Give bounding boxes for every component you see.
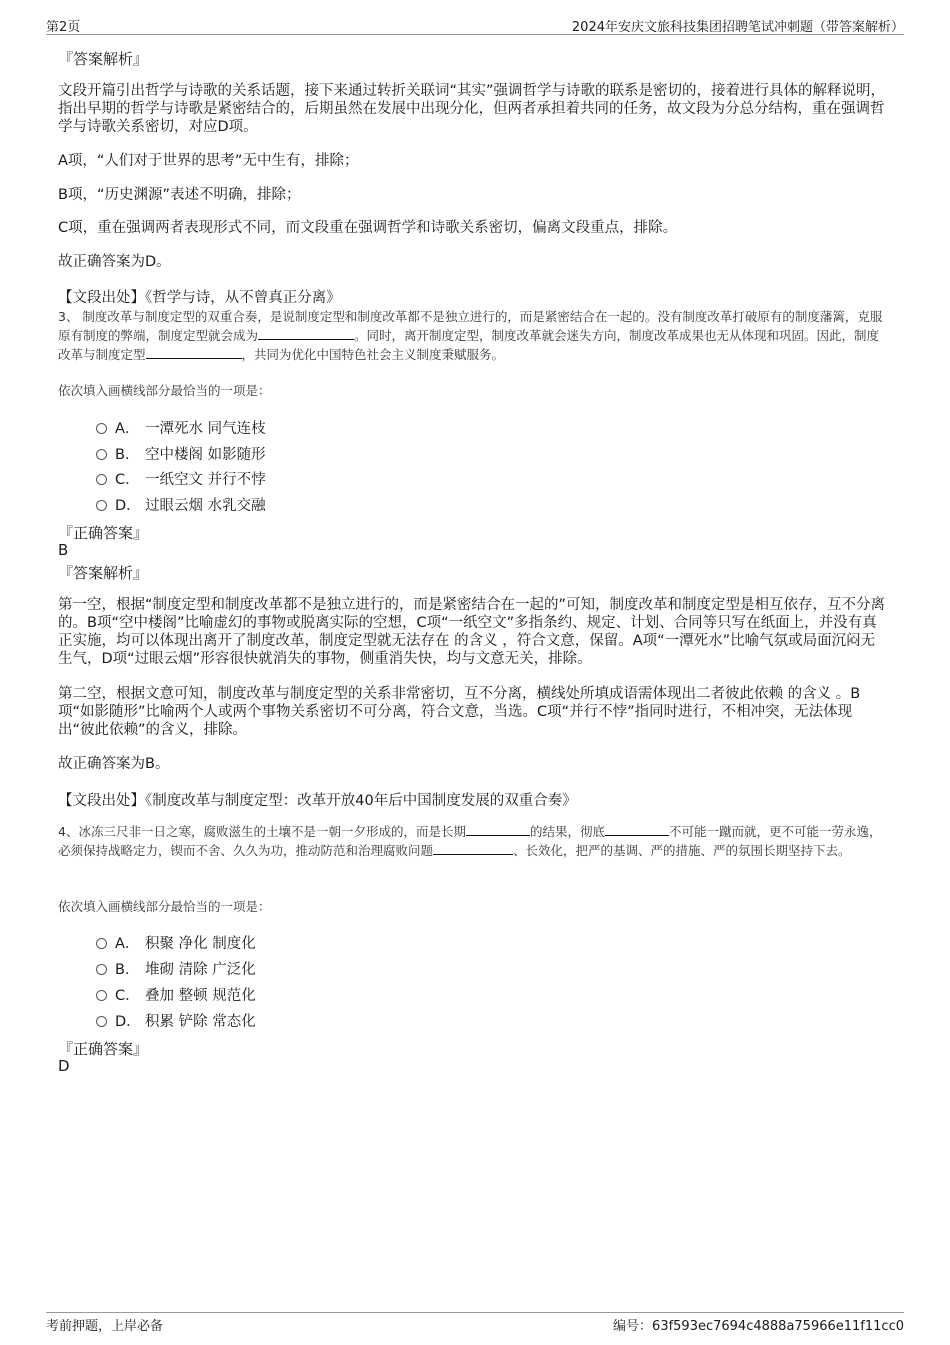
q2-point-a: A项，“人们对于世界的思考”无中生有，排除； [58,153,359,169]
footer-slogan: 考前押题，上岸必备 [46,1319,164,1334]
radio-icon[interactable] [96,990,107,1001]
document-id: 编号：63f593ec7694c4888a75966e11f11cc0 [613,1319,904,1334]
radio-icon[interactable] [96,964,107,975]
q3-stem: 3、 制度改革与制度定型的双重合奏，是说制度定型和制度改革都不是独立进行的，而是紧密结合在一起的。没有制度改革打破原有的制度藩篱，克服原有制度的弊端，制度定型就会成为 。同时，离开制度定型，制度改革就会迷失方向，制度改革成果也无从体现和巩固。因此，制度改革与制度定型 ，共同为优化中国特色社会主义制度秉赋服务。 [58,309,883,362]
q4-answer-label: 『正确答案』 [58,1040,149,1058]
q2-conclusion: 故正确答案为D。 [58,254,171,270]
radio-icon[interactable] [96,474,107,485]
radio-icon[interactable] [96,423,107,434]
q4-option-b[interactable]: B． 堆砌 清除 广泛化 [96,958,256,978]
radio-icon[interactable] [96,1016,107,1027]
q2-point-b: B项，“历史渊源”表述不明确，排除； [58,187,301,203]
q4-blank-1 [466,823,530,836]
radio-icon[interactable] [96,500,107,511]
q3-conclusion: 故正确答案为B。 [58,756,170,772]
q3-analysis-p1: 第一空，根据“制度定型和制度改革都不是独立进行的，而是紧密结合在一起的”可知，制度改革和制度定型是相互依存，互不分离的。B项“空中楼阁”比喻虚幻的事物或脱离实际的空想，C项“一纸空文”多指条约、规定、计划、合同等只写在纸面上，并没有真正实施，均可以体现出离开了制度改革，制度定型就无法存在 的含义 ，符合文意，保留。A项“一潭死水”比喻气氛或局面沉闷无生气，D项“过眼云烟”形容很快就消失的事物，侧重消失快，均与文意无关，排除。 [58,597,886,667]
q3-blank-1 [258,327,354,340]
q4-option-a[interactable]: A． 积聚 净化 制度化 [96,932,256,952]
page-number: 第2页 [46,20,81,35]
q4-option-d[interactable]: D． 积累 铲除 常态化 [96,1010,256,1030]
q4-blank-3 [433,842,513,855]
q3-option-c[interactable]: C． 一纸空文 并行不悖 [96,468,266,488]
q3-prompt: 依次填入画横线部分最恰当的一项是： [58,383,271,398]
q3-answer: B [58,541,69,559]
radio-icon[interactable] [96,449,107,460]
q4-stem: 4、冰冻三尺非一日之寒，腐败滋生的土壤不是一朝一夕形成的，而是长期 的结果，彻底 不可能一蹴而就，更不可能一劳永逸，必须保持战略定力，锲而不舍、久久为功，推动防范和治理腐败问题 、长效化，把严的基调、严的措施、严的氛围长期坚持下去。 [58,824,882,858]
page-header [46,14,904,35]
q3-option-b[interactable]: B． 空中楼阁 如影随形 [96,443,266,463]
q4-prompt: 依次填入画横线部分最恰当的一项是： [58,899,271,914]
q4-answer: D [58,1057,70,1075]
q2-analysis-text: 文段开篇引出哲学与诗歌的关系话题，接下来通过转折关联词“其实”强调哲学与诗歌的联系是密切的，接着进行具体的解释说明，指出早期的哲学与诗歌是紧密结合的，后期虽然在发展中出现分化，但两者承担着共同的任务，故文段为分总分结构，重在强调哲学与诗歌关系密切，对应D项。 [58,83,886,135]
q2-analysis-label: 『答案解析』 [58,50,149,68]
q3-option-a[interactable]: A． 一潭死水 同气连枝 [96,417,266,437]
q4-option-c[interactable]: C． 叠加 整顿 规范化 [96,984,256,1004]
q2-point-c: C项，重在强调两者表现形式不同，而文段重在强调哲学和诗歌关系密切，偏离文段重点，排除。 [58,220,678,236]
document-title: 2024年安庆文旅科技集团招聘笔试冲刺题（带答案解析） [571,20,904,35]
radio-icon[interactable] [96,938,107,949]
page-footer [46,1312,904,1337]
q2-source: 【文段出处】《哲学与诗，从不曾真正分离》 [58,290,341,306]
q3-option-d[interactable]: D． 过眼云烟 水乳交融 [96,494,266,514]
q4-blank-2 [605,823,669,836]
q3-analysis-label: 『答案解析』 [58,564,149,582]
q3-blank-2 [146,346,242,359]
q3-source: 【文段出处】《制度改革与制度定型：改革开放40年后中国制度发展的双重合奏》 [58,793,577,809]
q3-analysis-p2: 第二空，根据文意可知，制度改革与制度定型的关系非常密切，互不分离，横线处所填成语需体现出二者彼此依赖 的含义 。B项“如影随形”比喻两个人或两个事物关系密切不可分离，符合文意，当选。C项“并行不悖”指同时进行，不相冲突，无法体现出“彼此依赖”的含义，排除。 [58,686,861,738]
q3-answer-label: 『正确答案』 [58,524,149,542]
